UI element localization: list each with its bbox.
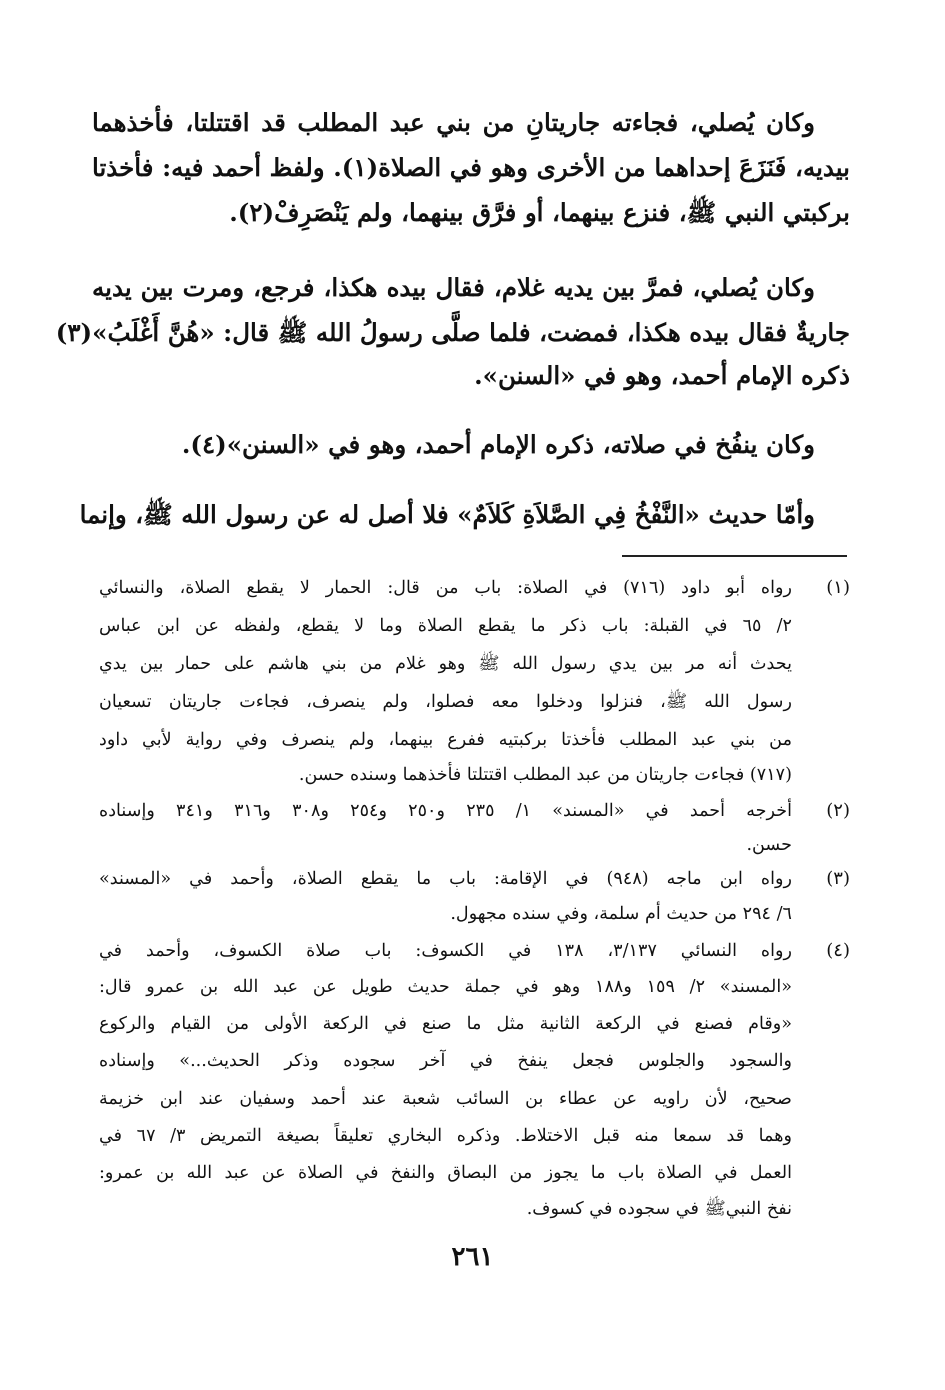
footnote-line: رواه النسائي ٣/١٣٧، ١٣٨ في الكسوف: باب صلاة الكسوف، وأحمد في	[99, 941, 792, 961]
footnote-line: وهما قد سمعا منه قبل الاختلاط. وذكره البخاري تعليقاً بصيغة التمريض ٣/ ٦٧ في	[99, 1126, 792, 1146]
footnote-line: أخرجه أحمد في «المسند» ١/ ٢٣٥ و٢٥٠ و٢٥٤ و٣٠٨ و٣١٦ و٣٤١ وإسناده	[99, 801, 792, 821]
page-number: ٢٦١	[451, 1242, 494, 1272]
footnote-line: العمل في الصلاة باب ما يجوز من البصاق والنفخ في الصلاة عن عبد الله بن عمرو:	[99, 1163, 792, 1183]
footnote-line: من بني عبد المطلب فأخذتا بركبتيه ففرع بينهما، ولم ينصرف وفي رواية لأبي داود	[99, 730, 792, 750]
footnote-line: يحدث أنه مر بين يدي رسول الله ﷺ وهو غلام من بني هاشم على حمار بين يدي	[99, 654, 792, 674]
main-line: بركبتي النبي ﷺ، فنزع بينهما، أو فرَّق بينهما، ولم يَنْصَرِفْ(٢).	[229, 198, 850, 227]
main-line: بيديه، فَنَزَعَ إحداهما من الأخرى وهو في الصلاة(١). ولفظ أحمد فيه: فأخذتا	[92, 153, 850, 182]
footnote-number: (٣)	[826, 868, 850, 889]
footnote-number: (٤)	[826, 940, 850, 961]
main-line: وأمّا حديث «النَّفْخُ فِي الصَّلاَةِ كَلاَمٌ» فلا أصل له عن رسول الله ﷺ، وإنما	[79, 500, 815, 529]
main-line: وكان يُصلي، فجاءته جاريتانِ من بني عبد المطلب قد اقتتلتا، فأخذهما	[92, 108, 815, 137]
footnote-number: (١)	[826, 577, 850, 598]
footnote-separator	[622, 555, 847, 557]
footnote-line: رسول الله ﷺ، فنزلوا ودخلوا معه فصلوا، ولم ينصرف، فجاءت جاريتان تسعيان	[99, 692, 792, 712]
footnote-number: (٢)	[826, 800, 850, 821]
footnote-line: والسجود والجلوس فجعل ينفخ في آخر سجوده وذكر الحديث...» وإسناده	[99, 1051, 792, 1071]
main-line: وكان ينفُخ في صلاته، ذكره الإمام أحمد، وهو في «السنن»(٤).	[181, 430, 815, 459]
footnote-line: «وقام فصنع في الركعة الثانية مثل ما صنع في الركعة الأولى من القيام والركوع	[99, 1014, 792, 1034]
footnote-line: رواه ابن ماجه (٩٤٨) في الإقامة: باب ما يقطع الصلاة، وأحمد في «المسند»	[99, 869, 793, 889]
footnote-line: صحيح، لأن راويه عن عطاء بن السائب شعبة عند أحمد وسفيان عند ابن خزيمة	[99, 1089, 792, 1109]
footnote-line: «المسند» ٢/ ١٥٩ و١٨٨ وهو في جملة حديث طويل عن عبد الله بن عمرو قال:	[99, 977, 792, 997]
footnote-line: حسن.	[746, 835, 792, 855]
footnote-line: (٧١٧) فجاءت جاريتان من عبد المطلب اقتتلتا فأخذهما وسنده حسن.	[298, 765, 792, 785]
footnote-line: ٦/ ٢٩٤ من حديث أم سلمة، وفي سنده مجهول.	[450, 904, 792, 924]
footnote-line: رواه أبو داود (٧١٦) في الصلاة: باب من قال: الحمار لا يقطع الصلاة، والنسائي	[99, 578, 792, 598]
main-line: وكان يُصلي، فمرَّ بين يديه غلام، فقال بيده هكذا، فرجع، ومرت بين يديه	[92, 273, 815, 302]
main-line: جاريةٌ فقال بيده هكذا، فمضت، فلما صلَّى رسولُ الله ﷺ قال: «هُنَّ أَغْلَبُ»(٣)	[55, 318, 850, 347]
footnote-line: ٢/ ٦٥ في القبلة: باب ذكر ما يقطع الصلاة وما لا يقطع، ولفظه عن ابن عباس	[99, 616, 792, 636]
main-line: ذكره الإمام أحمد، وهو في «السنن».	[474, 361, 850, 390]
footnote-line: نفخ النبيﷺ في سجوده في كسوف.	[526, 1199, 792, 1219]
